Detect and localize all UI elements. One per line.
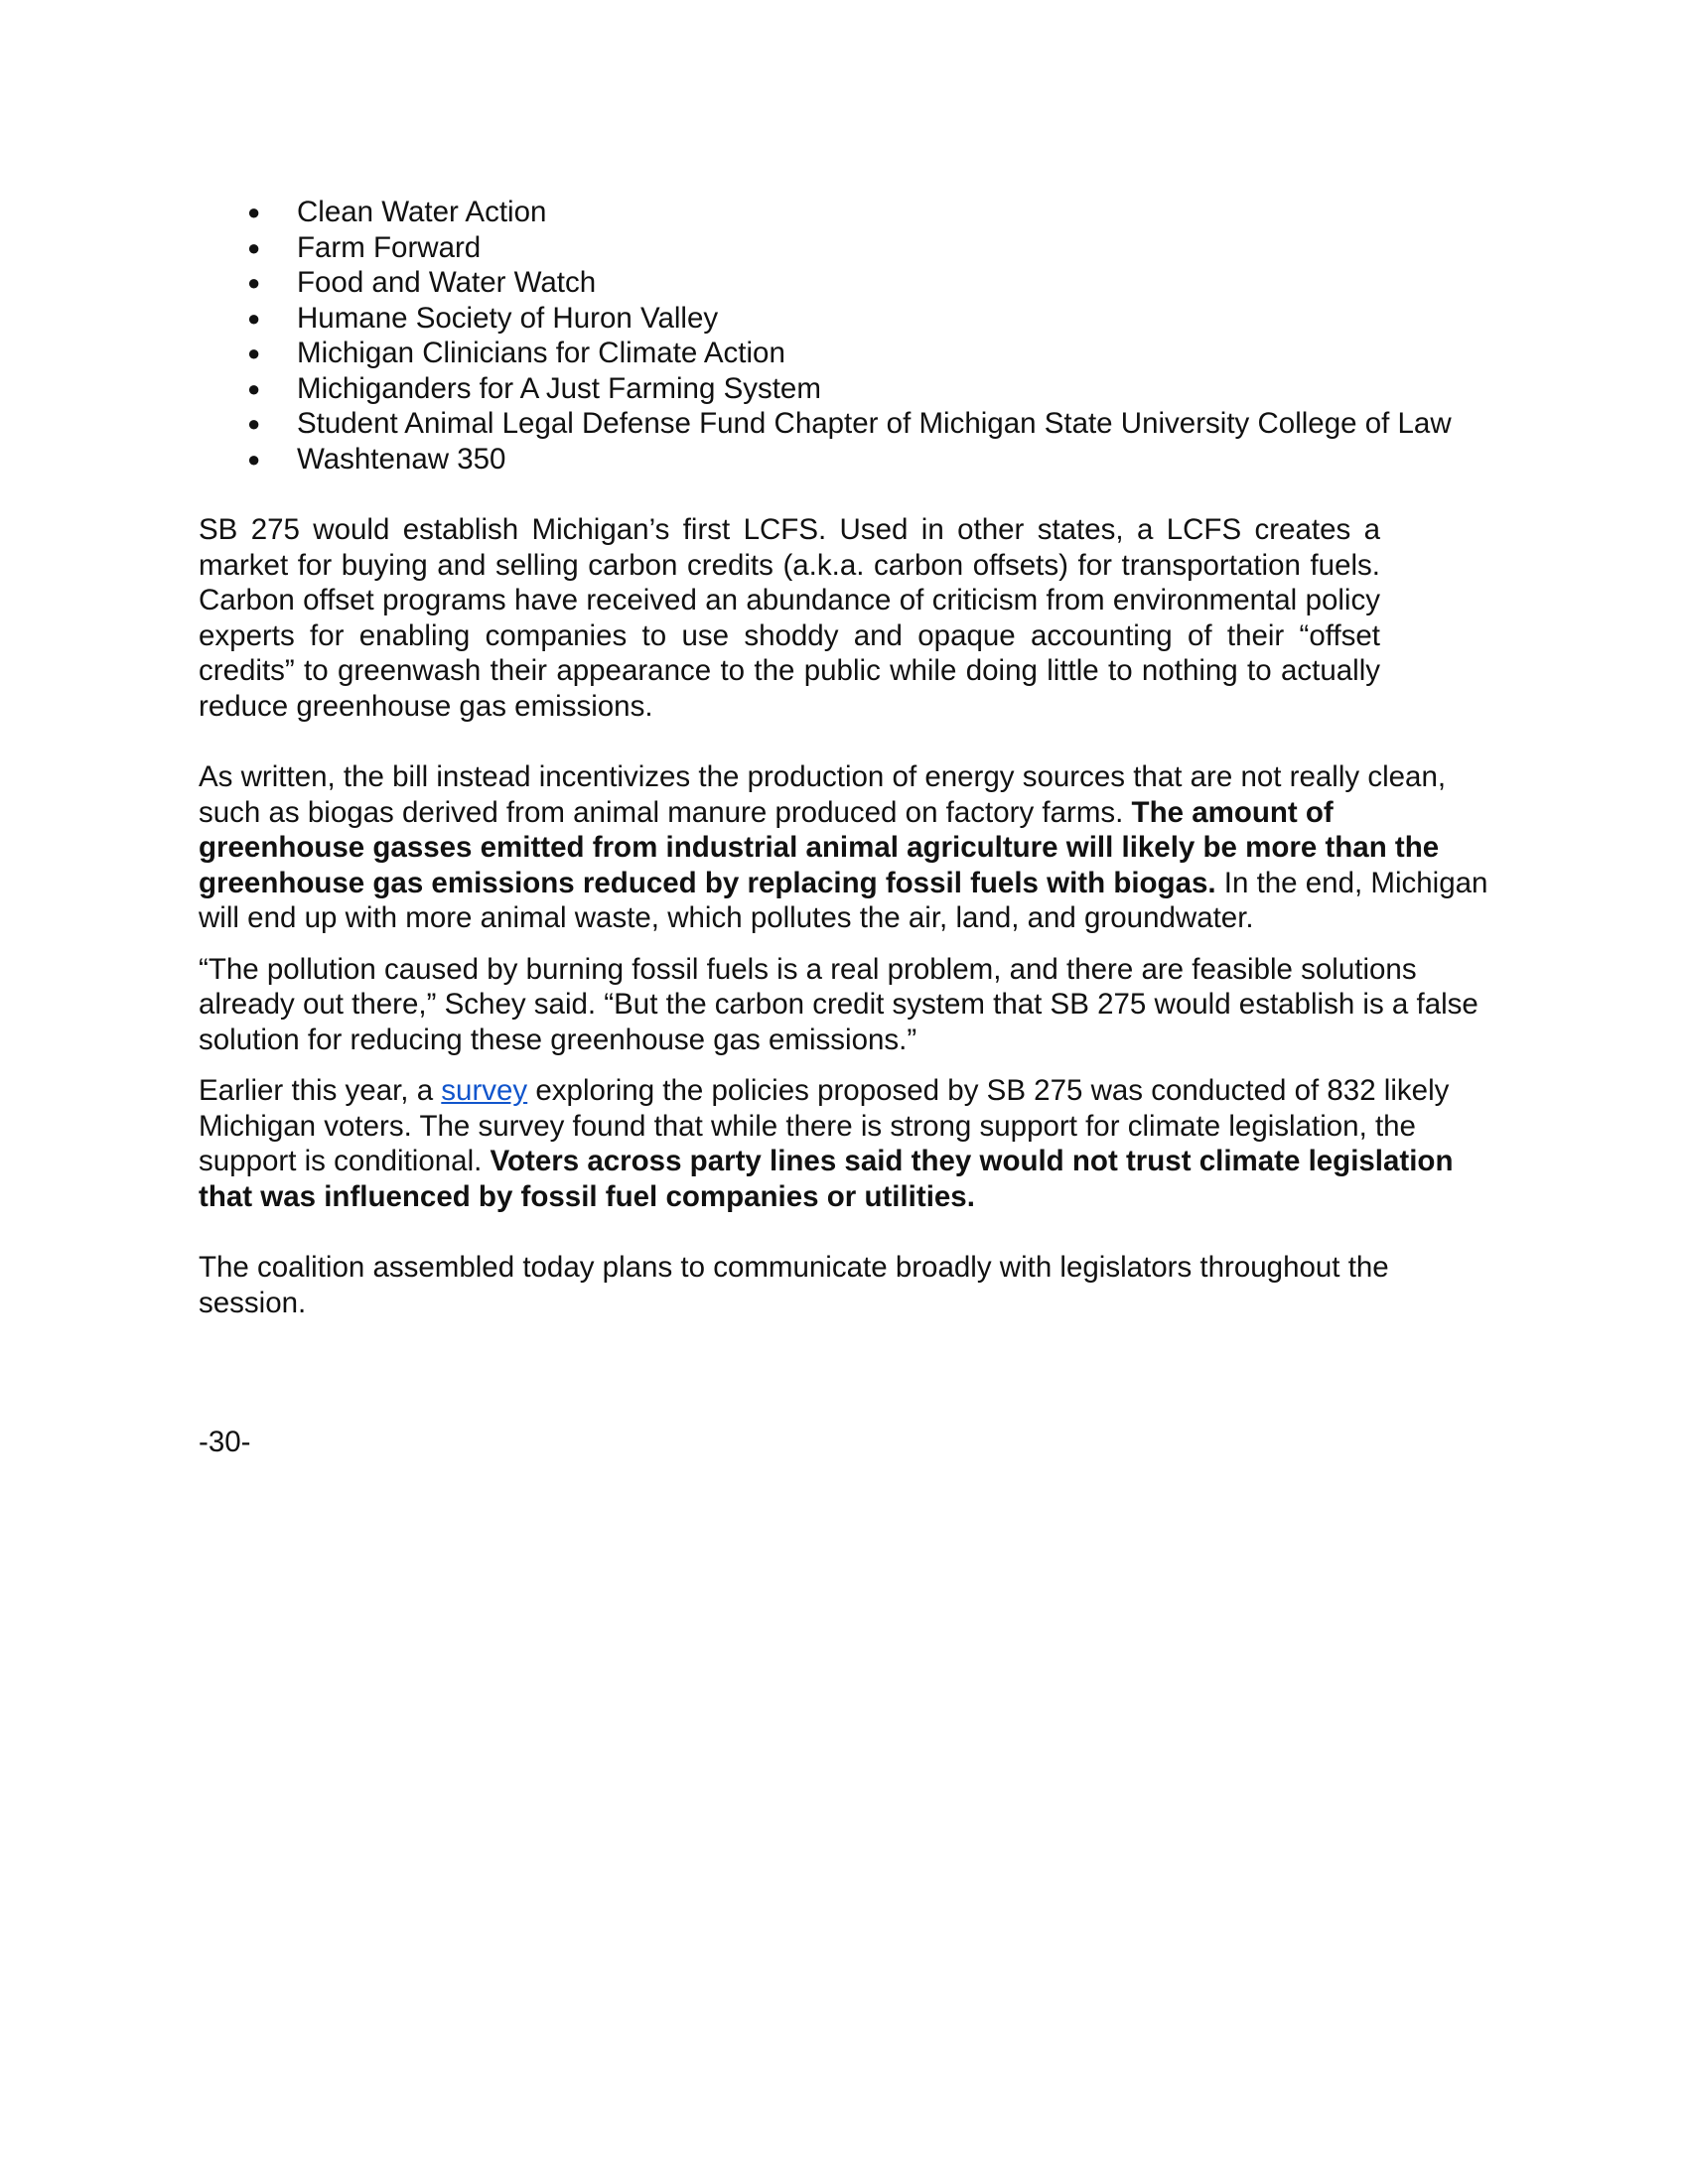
paragraph-survey: [199, 1073, 1489, 1214]
list-item: ● Farm Forward: [297, 230, 1489, 266]
list-item: ● Food and Water Watch: [297, 265, 1489, 301]
paragraph-survey-after: exploring the policies proposed by SB 275 was conducted of 832 likely Michigan voters. The survey found that while there is strong support for climate legislation, the support is conditional.: [199, 1074, 1450, 1177]
paragraph-survey-bold: Voters across party lines said they would not trust climate legislation that was influenced by fossil fuel companies or utilities.: [199, 1145, 1454, 1213]
list-item: ● Michiganders for A Just Farming System: [297, 371, 1489, 407]
paragraph-quote: “The pollution caused by burning fossil fuels is a real problem, and there are feasible solutions already out there,” Schey said. “But the carbon credit system that SB 275 would establish is a false solution for reducing these greenhouse gas emissions.”: [199, 952, 1478, 1056]
survey-link[interactable]: survey: [441, 1074, 528, 1107]
list-item: ● Michigan Clinicians for Climate Action: [297, 336, 1489, 371]
paragraph-lcfs: SB 275 would establish Michigan’s first LCFS. Used in other states, a LCFS creates a market for buying and selling carbon credits (a.k.a. carbon offsets) for transportation fuels. Carbon offset programs have received an abundance of criticism from environmental policy experts for enabling companies to use shoddy and opaque accounting of their “offset credits” to greenwash their appearance to the public while doing little to nothing to actually reduce greenhouse gas emissions.: [199, 513, 1380, 723]
paragraph-biogas-bold: The amount of greenhouse gasses emitted from industrial animal agriculture will likely be more than the greenhouse gas emissions reduced by replacing fossil fuels with biogas.: [199, 795, 1440, 899]
paragraph-survey-before: Earlier this year, a: [199, 1074, 442, 1107]
organization-list: [199, 195, 1489, 477]
paragraph-biogas-outro: In the end, Michigan will end up with more animal waste, which pollutes the air, land, and groundwater.: [199, 866, 1488, 934]
paragraph-coalition: The coalition assembled today plans to communicate broadly with legislators throughout the session.: [199, 1251, 1389, 1319]
list-item: ● Clean Water Action: [297, 195, 1489, 230]
list-item: ● Humane Society of Huron Valley: [297, 301, 1489, 337]
list-item: ● Washtenaw 350: [297, 442, 1489, 478]
paragraph-biogas: [199, 759, 1489, 936]
end-marker: -30-: [199, 1426, 251, 1458]
list-item: ● Student Animal Legal Defense Fund Chapter of Michigan State University College of Law: [297, 406, 1489, 442]
paragraph-biogas-intro: As written, the bill instead incentivizes the production of energy sources that are not really clean, such as biogas derived from animal manure produced on factory farms.: [199, 760, 1447, 829]
document-page: [199, 195, 1489, 1460]
